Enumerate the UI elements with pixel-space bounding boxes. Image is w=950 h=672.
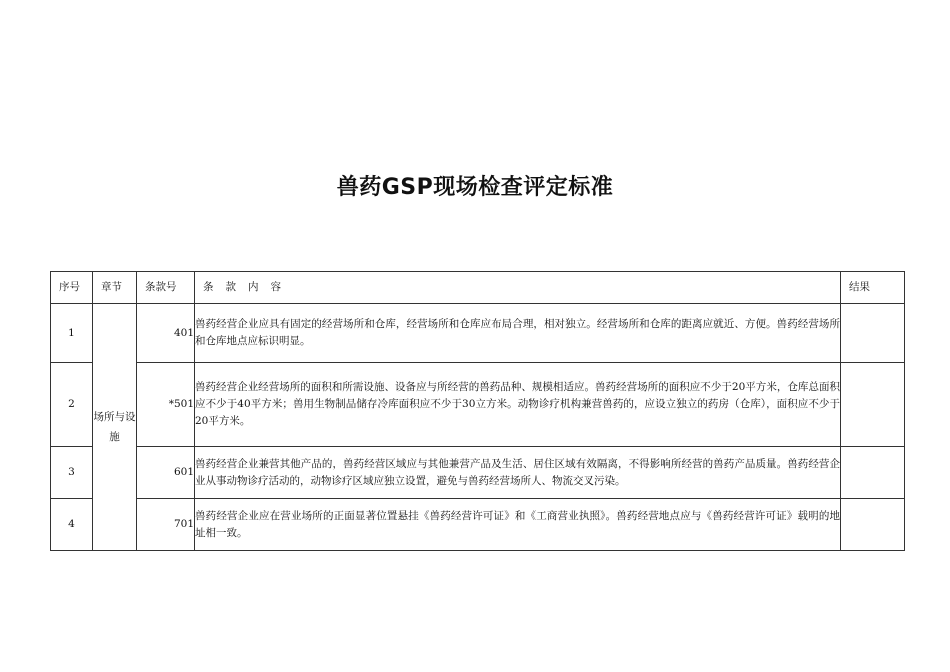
table-row [51,304,905,363]
header-clause-number: 条款号 [137,272,195,304]
row-clause-number: 601 [137,447,195,499]
row-result[interactable] [841,499,905,551]
document-title: 兽药GSP现场检查评定标准 [336,175,614,200]
table-row [51,363,905,447]
row-result[interactable] [841,447,905,499]
chapter-cell: 场所与设施 [93,304,137,551]
header-chapter: 章节 [93,272,137,304]
row-clause-content: 兽药经营企业应在营业场所的正面显著位置悬挂《兽药经营许可证》和《工商营业执照》。兽药经营地点应与《兽药经营许可证》载明的地址相一致。 [195,499,841,551]
table-row [51,447,905,499]
inspection-standards-table [50,271,905,551]
row-clause-content: 兽药经营企业经营场所的面积和所需设施、设备应与所经营的兽药品种、规模相适应。兽药经营场所的面积应不少于20平方米，仓库总面积应不少于40平方米；兽用生物制品储存冷库面积应不少于30立方米。动物诊疗机构兼营兽药的，应设立独立的药房（仓库），面积应不少于20平方米。 [195,363,841,447]
row-result[interactable] [841,363,905,447]
row-seq: 1 [51,304,93,363]
row-clause-number: 701 [137,499,195,551]
table-header-row [51,272,905,304]
row-clause-number: 401 [137,304,195,363]
row-seq: 4 [51,499,93,551]
header-result: 结果 [841,272,905,304]
header-clause-content: 条款内容 [195,272,841,304]
row-seq: 2 [51,363,93,447]
row-clause-number: *501 [137,363,195,447]
table-row [51,499,905,551]
row-clause-content: 兽药经营企业应具有固定的经营场所和仓库，经营场所和仓库应布局合理，相对独立。经营场所和仓库的距离应就近、方便。兽药经营场所和仓库地点应标识明显。 [195,304,841,363]
header-seq: 序号 [51,272,93,304]
row-result[interactable] [841,304,905,363]
row-seq: 3 [51,447,93,499]
row-clause-content: 兽药经营企业兼营其他产品的，兽药经营区域应与其他兼营产品及生活、居住区域有效隔离，不得影响所经营的兽药产品质量。兽药经营企业从事动物诊疗活动的，动物诊疗区域应独立设置，避免与兽药经营场所人、物流交叉污染。 [195,447,841,499]
